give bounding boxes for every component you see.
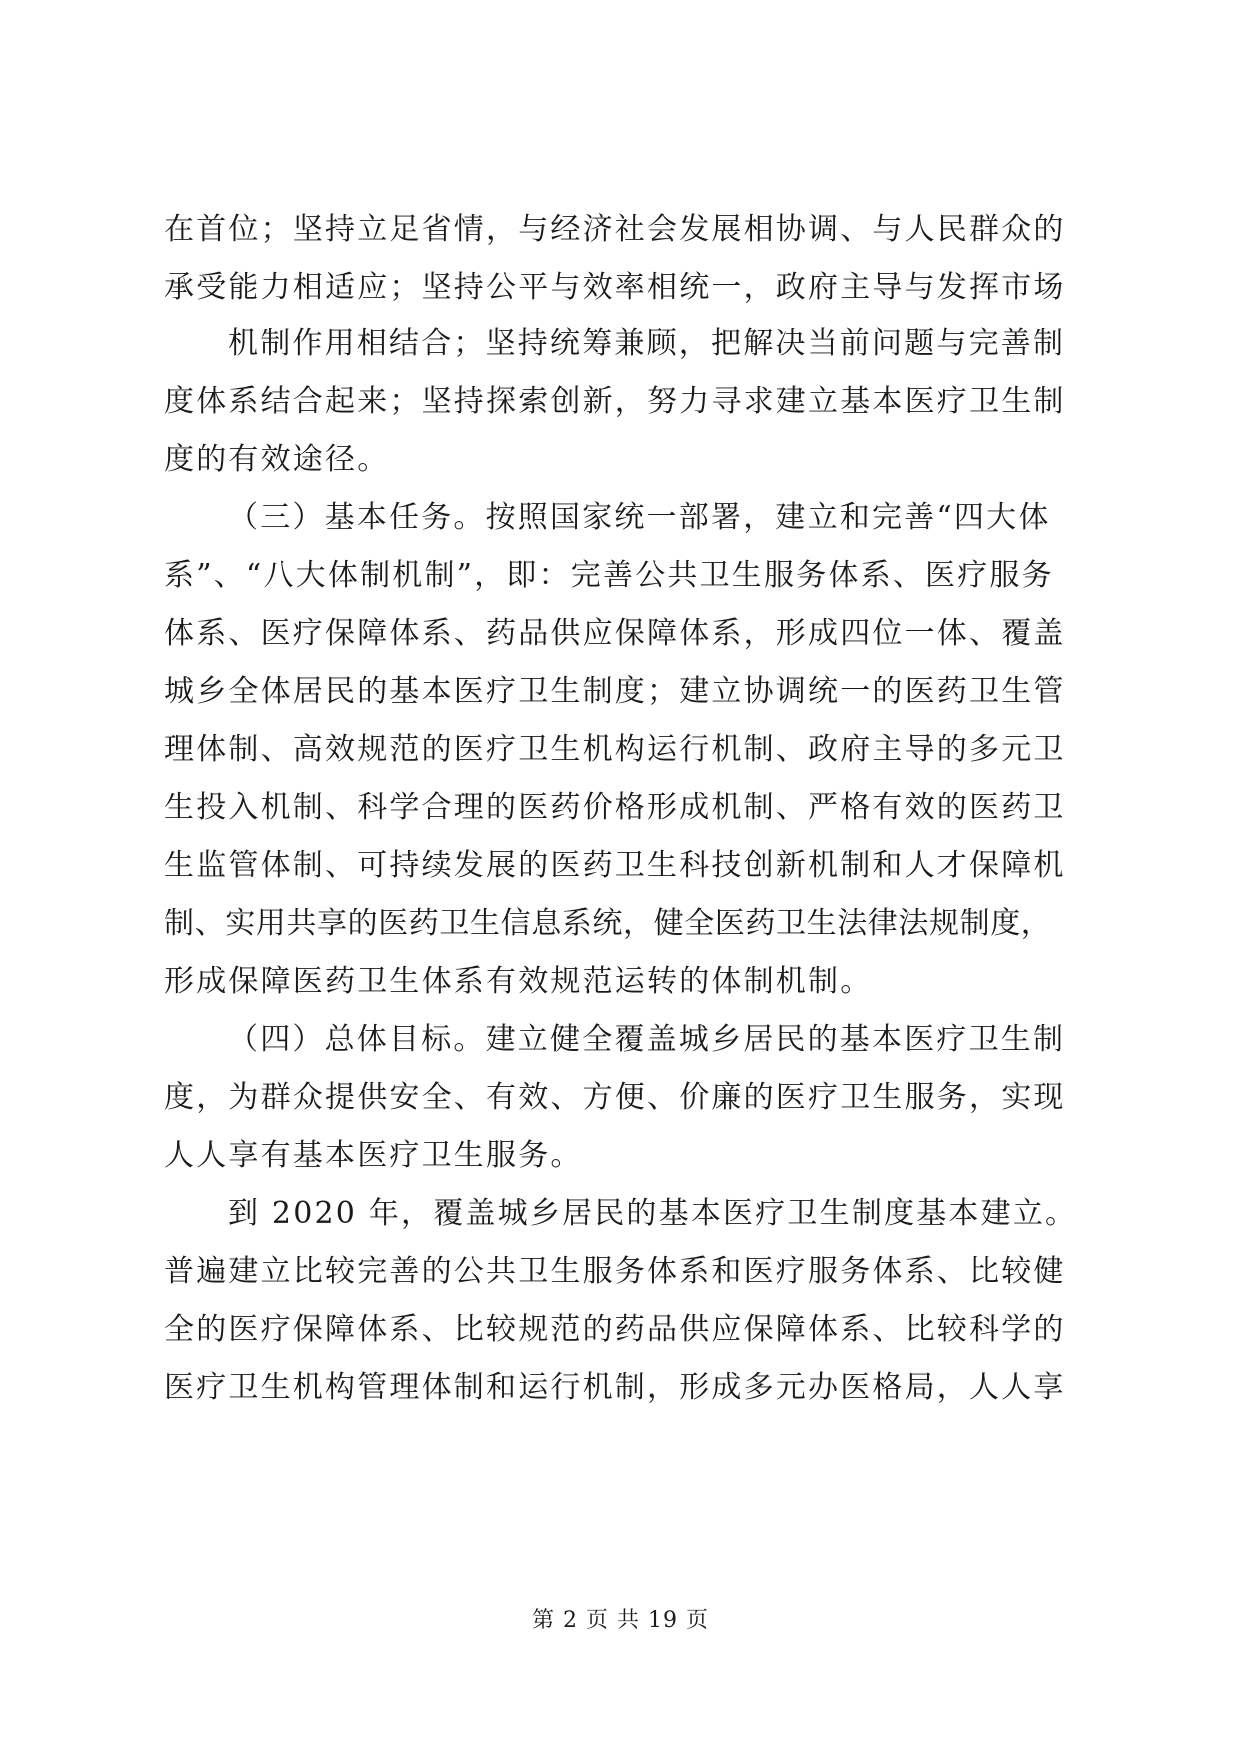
text-line: 理体制、高效规范的医疗卫生机构运行机制、政府主导的多元卫	[164, 732, 1066, 767]
page-number-footer: 第 2 页 共 19 页	[532, 1608, 709, 1633]
text-line: 在首位；坚持立足省情，与经济社会发展相协调、与人民群众的	[164, 212, 1066, 247]
text-line: 全的医疗保障体系、比较规范的药品供应保障体系、比较科学的	[164, 1312, 1066, 1347]
text-line: 度，为群众提供安全、有效、方便、价廉的医疗卫生服务，实现	[164, 1080, 1066, 1115]
text-line: 形成保障医药卫生体系有效规范运转的体制机制。	[164, 964, 873, 999]
text-line: （四）总体目标。建立健全覆盖城乡居民的基本医疗卫生制	[228, 1022, 1066, 1057]
text-line: 度的有效途径。	[164, 442, 390, 477]
text-line: 人人享有基本医疗卫生服务。	[164, 1138, 583, 1173]
text-line: 生投入机制、科学合理的医药价格形成机制、严格有效的医药卫	[164, 790, 1066, 825]
text-line: 机制作用相结合；坚持统筹兼顾，把解决当前问题与完善制	[228, 326, 1066, 361]
text-line: 制、实用共享的医药卫生信息系统，健全医药卫生法律法规制度，	[164, 906, 1052, 941]
text-line: 承受能力相适应；坚持公平与效率相统一，政府主导与发挥市场	[164, 270, 1066, 305]
text-line: 城乡全体居民的基本医疗卫生制度；建立协调统一的医药卫生管	[164, 674, 1066, 709]
text-line: 体系、医疗保障体系、药品供应保障体系，形成四位一体、覆盖	[164, 616, 1066, 651]
text-line: 系”、“八大体制机制”，即：完善公共卫生服务体系、医疗服务	[164, 558, 1054, 593]
text-line: 普遍建立比较完善的公共卫生服务体系和医疗服务体系、比较健	[164, 1254, 1066, 1289]
text-line: 医疗卫生机构管理体制和运行机制，形成多元办医格局，人人享	[164, 1370, 1066, 1405]
text-line: 度体系结合起来；坚持探索创新，努力寻求建立基本医疗卫生制	[164, 384, 1066, 419]
text-line: 生监管体制、可持续发展的医药卫生科技创新机制和人才保障机	[164, 848, 1066, 883]
text-line: （三）基本任务。按照国家统一部署，建立和完善“四大体	[228, 500, 1051, 535]
text-line: 到 2020 年，覆盖城乡居民的基本医疗卫生制度基本建立。	[228, 1196, 1078, 1231]
